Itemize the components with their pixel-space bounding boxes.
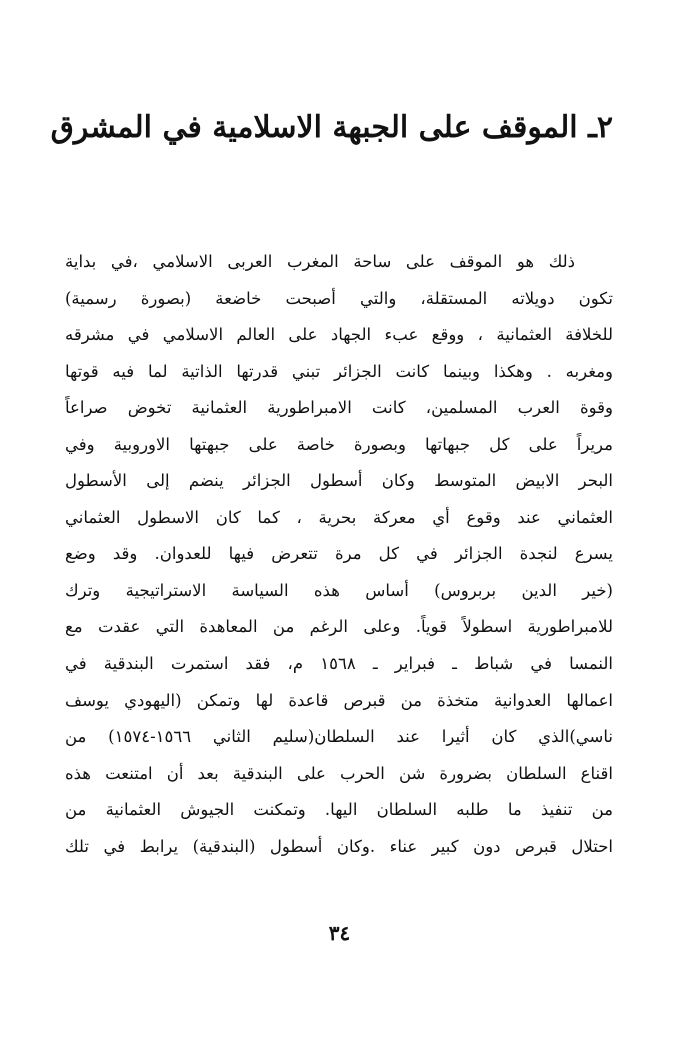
page-number: ٣٤ [328,921,351,945]
text-line: (خير الدين بربروس) أساس هذه السياسة الاستراتيجية وترك [65,580,613,600]
text-line: للامبراطورية اسطولاً قوياً. وعلى الرغم من المعاهدة التي عقدت مع [65,617,613,637]
text-line: من تنفيذ ما طلبه السلطان اليها. وتمكنت الجيوش العثمانية من [65,800,613,820]
text-line: ذلك هو الموقف على ساحة المغرب العربى الاسلامي ،في بداية [65,252,575,271]
text-line: ومغربه . وهكذا وبينما كانت الجزائر تبني قدرتها الذاتية لما فيه قوتها [65,361,613,381]
text-line: للخلافة العثمانية ، ووقع عبء الجهاد على العالم الاسلامي في مشرقه [65,325,613,345]
body-paragraph [65,244,613,865]
text-line: اعمالها العدوانية متخذة من قبرص قاعدة لها وتمكن (اليهودي يوسف [65,690,613,710]
text-line: تكون دويلاته المستقلة، والتي أصبحت خاضعة (بصورة رسمية) [65,288,613,308]
text-line: يسرع لنجدة الجزائر في كل مرة تتعرض فيها للعدوان. وقد وضع [65,544,613,564]
text-line: العثماني عند وقوع أي معركة بحرية ، كما كان الاسطول العثماني [65,507,613,527]
text-line: احتلال قبرص دون كبير عناء .وكان أسطول (البندقية) يرابط في تلك [65,836,613,856]
text-line: مريراً على كل جبهاتها وبصورة خاصة على جبهتها الاوروبية وفي [65,434,613,454]
chapter-heading: ٢ـ الموقف على الجبهة الاسلامية في المشرق [50,110,613,145]
text-line: البحر الابيض المتوسط وكان أسطول الجزائر ينضم إلى الأسطول [65,471,613,491]
text-line: وقوة العرب المسلمين، كانت الامبراطورية العثمانية تخوض صراعاً [65,398,613,418]
text-line: النمسا في شباط ـ فبراير ـ ١٥٦٨ م، فقد استمرت البندقية في [65,654,613,674]
text-line: اقناع السلطان بضرورة شن الحرب على البندقية بعد أن امتنعت هذه [65,763,613,783]
text-line: ناسي)الذي كان أثيرا عند السلطان(سليم الثاني ١٥٦٦-١٥٧٤) من [65,727,613,747]
